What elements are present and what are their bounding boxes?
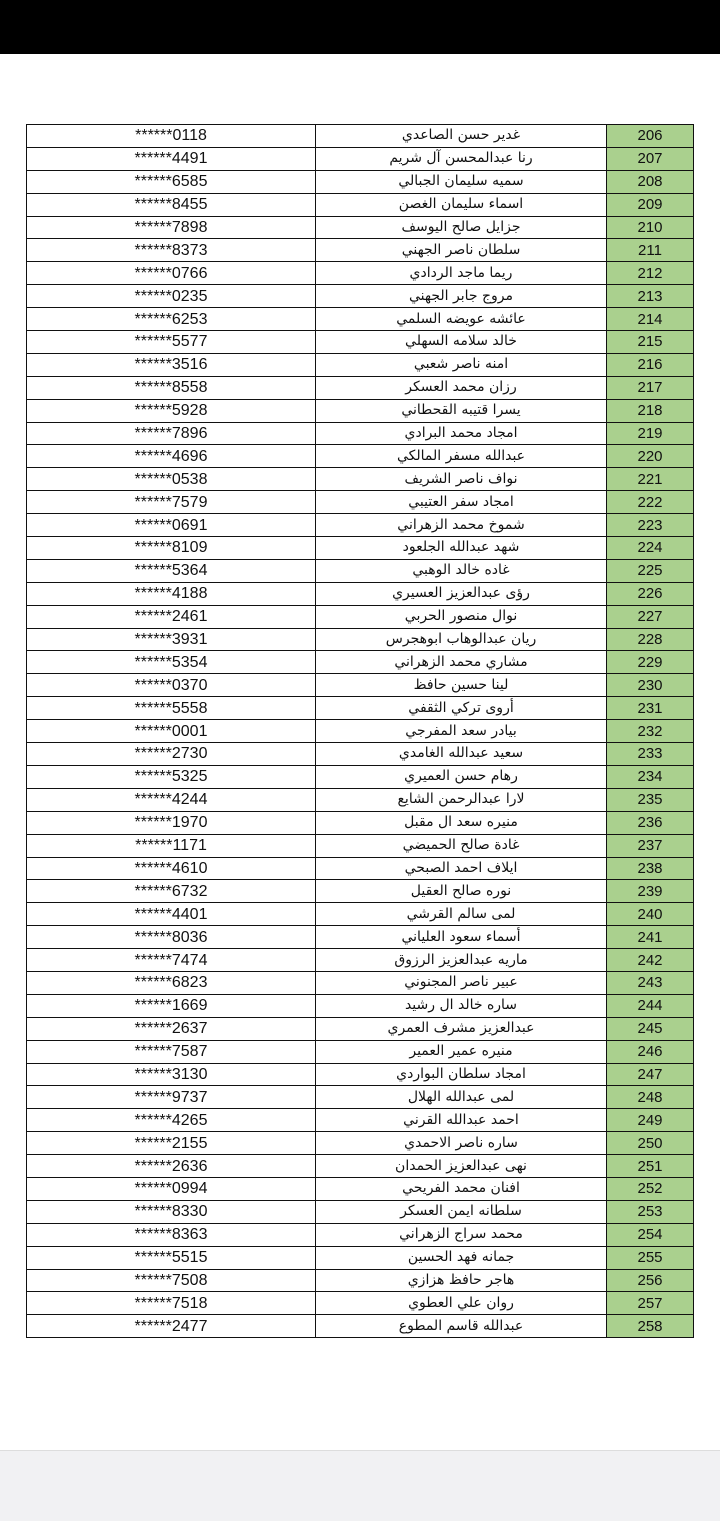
id-cell: ******6823 xyxy=(27,971,316,994)
id-cell: ******5354 xyxy=(27,651,316,674)
number-cell: 254 xyxy=(607,1223,694,1246)
id-cell: ******4491 xyxy=(27,147,316,170)
number-cell: 217 xyxy=(607,376,694,399)
name-cell: غدير حسن الصاعدي xyxy=(316,125,607,148)
number-cell: 249 xyxy=(607,1109,694,1132)
status-bar xyxy=(0,0,720,54)
number-cell: 242 xyxy=(607,949,694,972)
table-row xyxy=(27,697,694,720)
id-cell: ******4265 xyxy=(27,1109,316,1132)
table-row xyxy=(27,353,694,376)
name-cell: أروى تركي الثقفي xyxy=(316,697,607,720)
number-cell: 245 xyxy=(607,1017,694,1040)
table-row xyxy=(27,1040,694,1063)
number-cell: 251 xyxy=(607,1155,694,1178)
table-row xyxy=(27,239,694,262)
table-row xyxy=(27,1315,694,1338)
number-cell: 224 xyxy=(607,537,694,560)
table-row xyxy=(27,491,694,514)
id-cell: ******5928 xyxy=(27,399,316,422)
name-cell: رهام حسن العميري xyxy=(316,765,607,788)
name-cell: شموخ محمد الزهراني xyxy=(316,514,607,537)
name-cell: عائشه عويضه السلمي xyxy=(316,308,607,331)
table-row xyxy=(27,788,694,811)
table-row xyxy=(27,331,694,354)
name-cell: سعيد عبدالله الغامدي xyxy=(316,743,607,766)
results-table xyxy=(26,124,694,1338)
name-cell: منيره سعد ال مقبل xyxy=(316,811,607,834)
table-row xyxy=(27,743,694,766)
number-cell: 250 xyxy=(607,1132,694,1155)
table-row xyxy=(27,651,694,674)
name-cell: سلطان ناصر الجهني xyxy=(316,239,607,262)
id-cell: ******3931 xyxy=(27,628,316,651)
number-cell: 246 xyxy=(607,1040,694,1063)
id-cell: ******7474 xyxy=(27,949,316,972)
number-cell: 258 xyxy=(607,1315,694,1338)
id-cell: ******9737 xyxy=(27,1086,316,1109)
id-cell: ******5515 xyxy=(27,1246,316,1269)
name-cell: سلطانه ايمن العسكر xyxy=(316,1200,607,1223)
table-row xyxy=(27,834,694,857)
table-row xyxy=(27,376,694,399)
number-cell: 247 xyxy=(607,1063,694,1086)
name-cell: أسماء سعود العلياني xyxy=(316,926,607,949)
id-cell: ******2730 xyxy=(27,743,316,766)
number-cell: 215 xyxy=(607,331,694,354)
name-cell: خالد سلامه السهلي xyxy=(316,331,607,354)
table-row xyxy=(27,1177,694,1200)
table-row xyxy=(27,285,694,308)
id-cell: ******5325 xyxy=(27,765,316,788)
table-row xyxy=(27,1269,694,1292)
id-cell: ******4610 xyxy=(27,857,316,880)
table-row xyxy=(27,308,694,331)
name-cell: نواف ناصر الشريف xyxy=(316,468,607,491)
id-cell: ******8455 xyxy=(27,193,316,216)
id-cell: ******2477 xyxy=(27,1315,316,1338)
number-cell: 237 xyxy=(607,834,694,857)
id-cell: ******0766 xyxy=(27,262,316,285)
name-cell: رنا عبدالمحسن آل شريم xyxy=(316,147,607,170)
id-cell: ******0370 xyxy=(27,674,316,697)
table-row xyxy=(27,445,694,468)
id-cell: ******1669 xyxy=(27,994,316,1017)
id-cell: ******8109 xyxy=(27,537,316,560)
number-cell: 226 xyxy=(607,582,694,605)
number-cell: 231 xyxy=(607,697,694,720)
id-cell: ******4696 xyxy=(27,445,316,468)
table-row xyxy=(27,1063,694,1086)
name-cell: رؤى عبدالعزيز العسيري xyxy=(316,582,607,605)
name-cell: اسماء سليمان الغصن xyxy=(316,193,607,216)
table-row xyxy=(27,949,694,972)
number-cell: 243 xyxy=(607,971,694,994)
id-cell: ******5558 xyxy=(27,697,316,720)
name-cell: امجاد سفر العتيبي xyxy=(316,491,607,514)
table-row xyxy=(27,1200,694,1223)
name-cell: غاده خالد الوهبي xyxy=(316,559,607,582)
number-cell: 208 xyxy=(607,170,694,193)
name-cell: شهد عبدالله الجلعود xyxy=(316,537,607,560)
id-cell: ******6585 xyxy=(27,170,316,193)
number-cell: 229 xyxy=(607,651,694,674)
table-row xyxy=(27,880,694,903)
table-row xyxy=(27,170,694,193)
number-cell: 220 xyxy=(607,445,694,468)
number-cell: 210 xyxy=(607,216,694,239)
name-cell: ريما ماجد الردادي xyxy=(316,262,607,285)
id-cell: ******4401 xyxy=(27,903,316,926)
name-cell: لمى عبدالله الهلال xyxy=(316,1086,607,1109)
number-cell: 252 xyxy=(607,1177,694,1200)
id-cell: ******7896 xyxy=(27,422,316,445)
table-row xyxy=(27,147,694,170)
name-cell: ايلاف احمد الصبحي xyxy=(316,857,607,880)
number-cell: 240 xyxy=(607,903,694,926)
id-cell: ******2637 xyxy=(27,1017,316,1040)
name-cell: نهى عبدالعزيز الحمدان xyxy=(316,1155,607,1178)
name-cell: نوال منصور الحربي xyxy=(316,605,607,628)
id-cell: ******6253 xyxy=(27,308,316,331)
id-cell: ******0235 xyxy=(27,285,316,308)
name-cell: مروج جابر الجهني xyxy=(316,285,607,308)
table-row xyxy=(27,971,694,994)
name-cell: منيره عمير العمير xyxy=(316,1040,607,1063)
table-row xyxy=(27,537,694,560)
name-cell: عبير ناصر المجنوني xyxy=(316,971,607,994)
number-cell: 248 xyxy=(607,1086,694,1109)
table-row xyxy=(27,857,694,880)
table-row xyxy=(27,765,694,788)
name-cell: ريان عبدالوهاب ابوهجرس xyxy=(316,628,607,651)
id-cell: ******4188 xyxy=(27,582,316,605)
name-cell: لارا عبدالرحمن الشايع xyxy=(316,788,607,811)
table-row xyxy=(27,720,694,743)
name-cell: محمد سراج الزهراني xyxy=(316,1223,607,1246)
id-cell: ******5577 xyxy=(27,331,316,354)
id-cell: ******4244 xyxy=(27,788,316,811)
number-cell: 216 xyxy=(607,353,694,376)
name-cell: جزايل صالح اليوسف xyxy=(316,216,607,239)
number-cell: 221 xyxy=(607,468,694,491)
number-cell: 235 xyxy=(607,788,694,811)
name-cell: هاجر حافظ هزازي xyxy=(316,1269,607,1292)
number-cell: 209 xyxy=(607,193,694,216)
table-body xyxy=(27,125,694,1338)
id-cell: ******1171 xyxy=(27,834,316,857)
name-cell: احمد عبدالله القرني xyxy=(316,1109,607,1132)
table-row xyxy=(27,811,694,834)
table-row xyxy=(27,468,694,491)
table-row xyxy=(27,605,694,628)
number-cell: 257 xyxy=(607,1292,694,1315)
id-cell: ******8558 xyxy=(27,376,316,399)
id-cell: ******7898 xyxy=(27,216,316,239)
table-row xyxy=(27,1017,694,1040)
id-cell: ******8036 xyxy=(27,926,316,949)
id-cell: ******0691 xyxy=(27,514,316,537)
name-cell: نوره صالح العقيل xyxy=(316,880,607,903)
name-cell: ساره خالد ال رشيد xyxy=(316,994,607,1017)
name-cell: يسرا قتيبه القحطاني xyxy=(316,399,607,422)
number-cell: 213 xyxy=(607,285,694,308)
name-cell: امجاد محمد البرادي xyxy=(316,422,607,445)
table-row xyxy=(27,1155,694,1178)
table-row xyxy=(27,1086,694,1109)
name-cell: روان علي العطوي xyxy=(316,1292,607,1315)
table-row xyxy=(27,1109,694,1132)
name-cell: عبدالله قاسم المطوع xyxy=(316,1315,607,1338)
id-cell: ******7579 xyxy=(27,491,316,514)
number-cell: 222 xyxy=(607,491,694,514)
name-cell: ساره ناصر الاحمدي xyxy=(316,1132,607,1155)
number-cell: 206 xyxy=(607,125,694,148)
number-cell: 227 xyxy=(607,605,694,628)
table-row xyxy=(27,262,694,285)
name-cell: بيادر سعد المفرجي xyxy=(316,720,607,743)
id-cell: ******3516 xyxy=(27,353,316,376)
id-cell: ******2636 xyxy=(27,1155,316,1178)
number-cell: 223 xyxy=(607,514,694,537)
table-row xyxy=(27,514,694,537)
table-row xyxy=(27,1223,694,1246)
name-cell: امجاد سلطان البواردي xyxy=(316,1063,607,1086)
id-cell: ******7587 xyxy=(27,1040,316,1063)
number-cell: 236 xyxy=(607,811,694,834)
name-cell: سميه سليمان الجبالي xyxy=(316,170,607,193)
id-cell: ******7508 xyxy=(27,1269,316,1292)
number-cell: 230 xyxy=(607,674,694,697)
number-cell: 211 xyxy=(607,239,694,262)
number-cell: 239 xyxy=(607,880,694,903)
table-row xyxy=(27,1132,694,1155)
number-cell: 233 xyxy=(607,743,694,766)
table-row xyxy=(27,674,694,697)
number-cell: 212 xyxy=(607,262,694,285)
name-cell: رزان محمد العسكر xyxy=(316,376,607,399)
id-cell: ******2155 xyxy=(27,1132,316,1155)
bottom-bar xyxy=(0,1450,720,1521)
name-cell: مشاري محمد الزهراني xyxy=(316,651,607,674)
id-cell: ******0994 xyxy=(27,1177,316,1200)
id-cell: ******6732 xyxy=(27,880,316,903)
name-cell: غادة صالح الحميضي xyxy=(316,834,607,857)
table-row xyxy=(27,193,694,216)
number-cell: 244 xyxy=(607,994,694,1017)
number-cell: 218 xyxy=(607,399,694,422)
id-cell: ******8363 xyxy=(27,1223,316,1246)
table-row xyxy=(27,1246,694,1269)
number-cell: 256 xyxy=(607,1269,694,1292)
id-cell: ******0538 xyxy=(27,468,316,491)
table-row xyxy=(27,125,694,148)
number-cell: 253 xyxy=(607,1200,694,1223)
id-cell: ******7518 xyxy=(27,1292,316,1315)
name-cell: افنان محمد الفريحي xyxy=(316,1177,607,1200)
table-row xyxy=(27,399,694,422)
id-cell: ******8330 xyxy=(27,1200,316,1223)
number-cell: 255 xyxy=(607,1246,694,1269)
id-cell: ******2461 xyxy=(27,605,316,628)
id-cell: ******0118 xyxy=(27,125,316,148)
table-row xyxy=(27,926,694,949)
number-cell: 228 xyxy=(607,628,694,651)
name-cell: لمى سالم القرشي xyxy=(316,903,607,926)
table-row xyxy=(27,216,694,239)
name-cell: عبدالعزيز مشرف العمري xyxy=(316,1017,607,1040)
table-row xyxy=(27,994,694,1017)
id-cell: ******8373 xyxy=(27,239,316,262)
number-cell: 232 xyxy=(607,720,694,743)
number-cell: 225 xyxy=(607,559,694,582)
name-cell: لينا حسين حافظ xyxy=(316,674,607,697)
table-row xyxy=(27,559,694,582)
number-cell: 214 xyxy=(607,308,694,331)
name-cell: جمانه فهد الحسين xyxy=(316,1246,607,1269)
number-cell: 234 xyxy=(607,765,694,788)
number-cell: 238 xyxy=(607,857,694,880)
number-cell: 219 xyxy=(607,422,694,445)
name-cell: عبدالله مسفر المالكي xyxy=(316,445,607,468)
table-row xyxy=(27,628,694,651)
table-row xyxy=(27,903,694,926)
number-cell: 241 xyxy=(607,926,694,949)
name-cell: ماريه عبدالعزيز الرزوق xyxy=(316,949,607,972)
table-row xyxy=(27,422,694,445)
id-cell: ******3130 xyxy=(27,1063,316,1086)
id-cell: ******0001 xyxy=(27,720,316,743)
name-cell: امنه ناصر شعبي xyxy=(316,353,607,376)
id-cell: ******1970 xyxy=(27,811,316,834)
table-row xyxy=(27,582,694,605)
table-row xyxy=(27,1292,694,1315)
id-cell: ******5364 xyxy=(27,559,316,582)
number-cell: 207 xyxy=(607,147,694,170)
